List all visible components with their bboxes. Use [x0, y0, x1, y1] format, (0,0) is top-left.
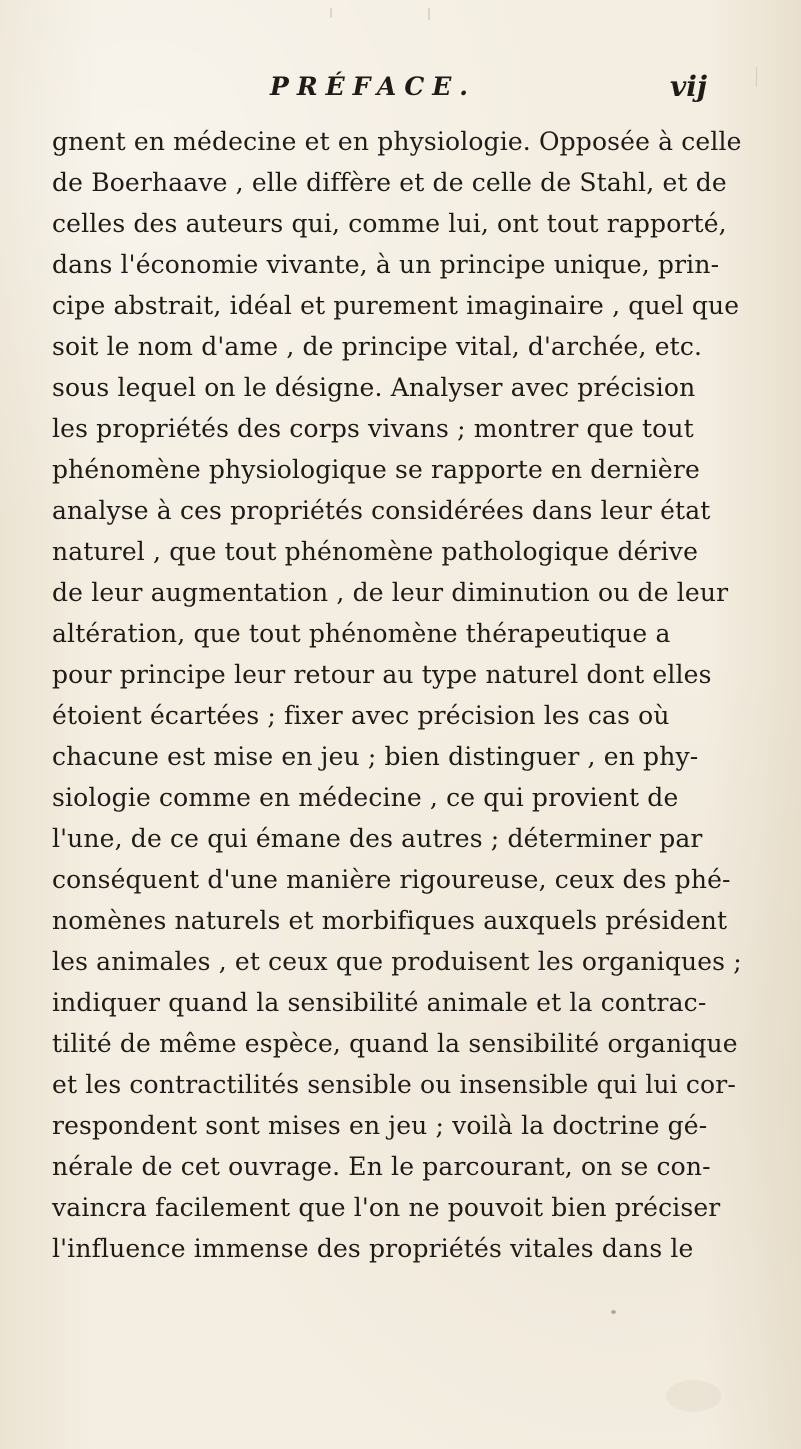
- page-header: [0, 70, 801, 110]
- text-line: respondent sont mises en jeu ; voilà la doctrine gé-: [52, 1111, 708, 1140]
- text-line: dans l'économie vivante, à un principe unique, prin-: [52, 250, 720, 279]
- text-line: pour principe leur retour au type naturel dont elles: [52, 660, 712, 689]
- text-line: sous lequel on le désigne. Analyser avec précision: [52, 373, 696, 402]
- text-line: conséquent d'une manière rigoureuse, ceux des phé-: [52, 865, 731, 894]
- text-line: étoient écartées ; fixer avec précision les cas où: [52, 701, 670, 730]
- page-number: vij: [669, 70, 707, 103]
- text-line: siologie comme en médecine , ce qui provient de: [52, 783, 679, 812]
- text-line: phénomène physiologique se rapporte en dernière: [52, 455, 700, 484]
- paper-stain: [666, 1380, 721, 1412]
- page-speck: [428, 8, 430, 20]
- text-line: gnent en médecine et en physiologie. Opposée à celle: [52, 127, 742, 156]
- text-line: cipe abstrait, idéal et purement imaginaire , quel que: [52, 291, 740, 320]
- running-title: PRÉFACE.: [270, 72, 476, 101]
- text-line: les propriétés des corps vivans ; montrer que tout: [52, 414, 694, 443]
- body-text: [52, 121, 742, 1269]
- text-line: l'influence immense des propriétés vitales dans le: [52, 1234, 694, 1263]
- text-line: les animales , et ceux que produisent les organiques ;: [52, 947, 742, 976]
- text-line: soit le nom d'ame , de principe vital, d'archée, etc.: [52, 332, 703, 361]
- text-line: chacune est mise en jeu ; bien distinguer , en phy-: [52, 742, 699, 771]
- text-line: l'une, de ce qui émane des autres ; déterminer par: [52, 824, 703, 853]
- text-line: nérale de cet ouvrage. En le parcourant, on se con-: [52, 1152, 711, 1181]
- text-line: de Boerhaave , elle diffère et de celle de Stahl, et de: [52, 168, 727, 197]
- text-line: indiquer quand la sensibilité animale et la contrac-: [52, 988, 707, 1017]
- text-line: tilité de même espèce, quand la sensibilité organique: [52, 1029, 738, 1058]
- ink-spot: [611, 1310, 616, 1314]
- text-line: vaincra facilement que l'on ne pouvoit bien préciser: [52, 1193, 721, 1222]
- text-line: nomènes naturels et morbifiques auxquels président: [52, 906, 728, 935]
- text-line: celles des auteurs qui, comme lui, ont tout rapporté,: [52, 209, 727, 238]
- text-line: altération, que tout phénomène thérapeutique a: [52, 619, 671, 648]
- text-line: et les contractilités sensible ou insensible qui lui cor-: [52, 1070, 736, 1099]
- page-speck: [330, 8, 332, 18]
- text-line: analyse à ces propriétés considérées dans leur état: [52, 496, 711, 525]
- text-line: naturel , que tout phénomène pathologique dérive: [52, 537, 699, 566]
- text-line: de leur augmentation , de leur diminution ou de leur: [52, 578, 729, 607]
